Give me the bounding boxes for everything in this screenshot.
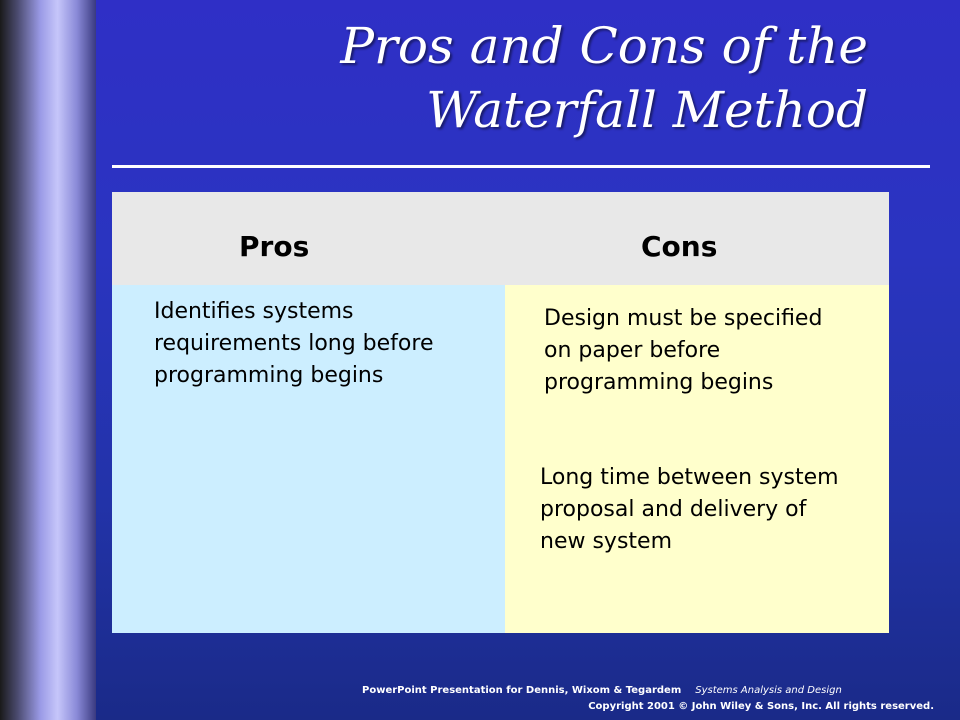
footer-copyright: Copyright 2001 © John Wiley & Sons, Inc. All rights reserved.: [588, 701, 934, 712]
footer-presentation: PowerPoint Presentation for Dennis, Wixom & Tegardem: [362, 685, 682, 696]
slide-title: Pros and Cons of the Waterfall Method: [340, 17, 868, 139]
pros-item: Identifies systems requirements long before programming begins: [154, 299, 434, 388]
pros-cons-table: [112, 192, 889, 633]
title-divider: [112, 165, 930, 168]
side-decor-bar: [0, 0, 96, 720]
table-header-row: [112, 192, 889, 285]
cons-header: Cons: [641, 230, 718, 263]
footer-presentation-line: [362, 685, 842, 696]
cons-item: Long time between system proposal and delivery of new system: [540, 465, 839, 554]
footer-book-title: Systems Analysis and Design: [695, 685, 842, 696]
cons-item: Design must be specified on paper before programming begins: [544, 306, 823, 395]
pros-header: Pros: [239, 230, 310, 263]
